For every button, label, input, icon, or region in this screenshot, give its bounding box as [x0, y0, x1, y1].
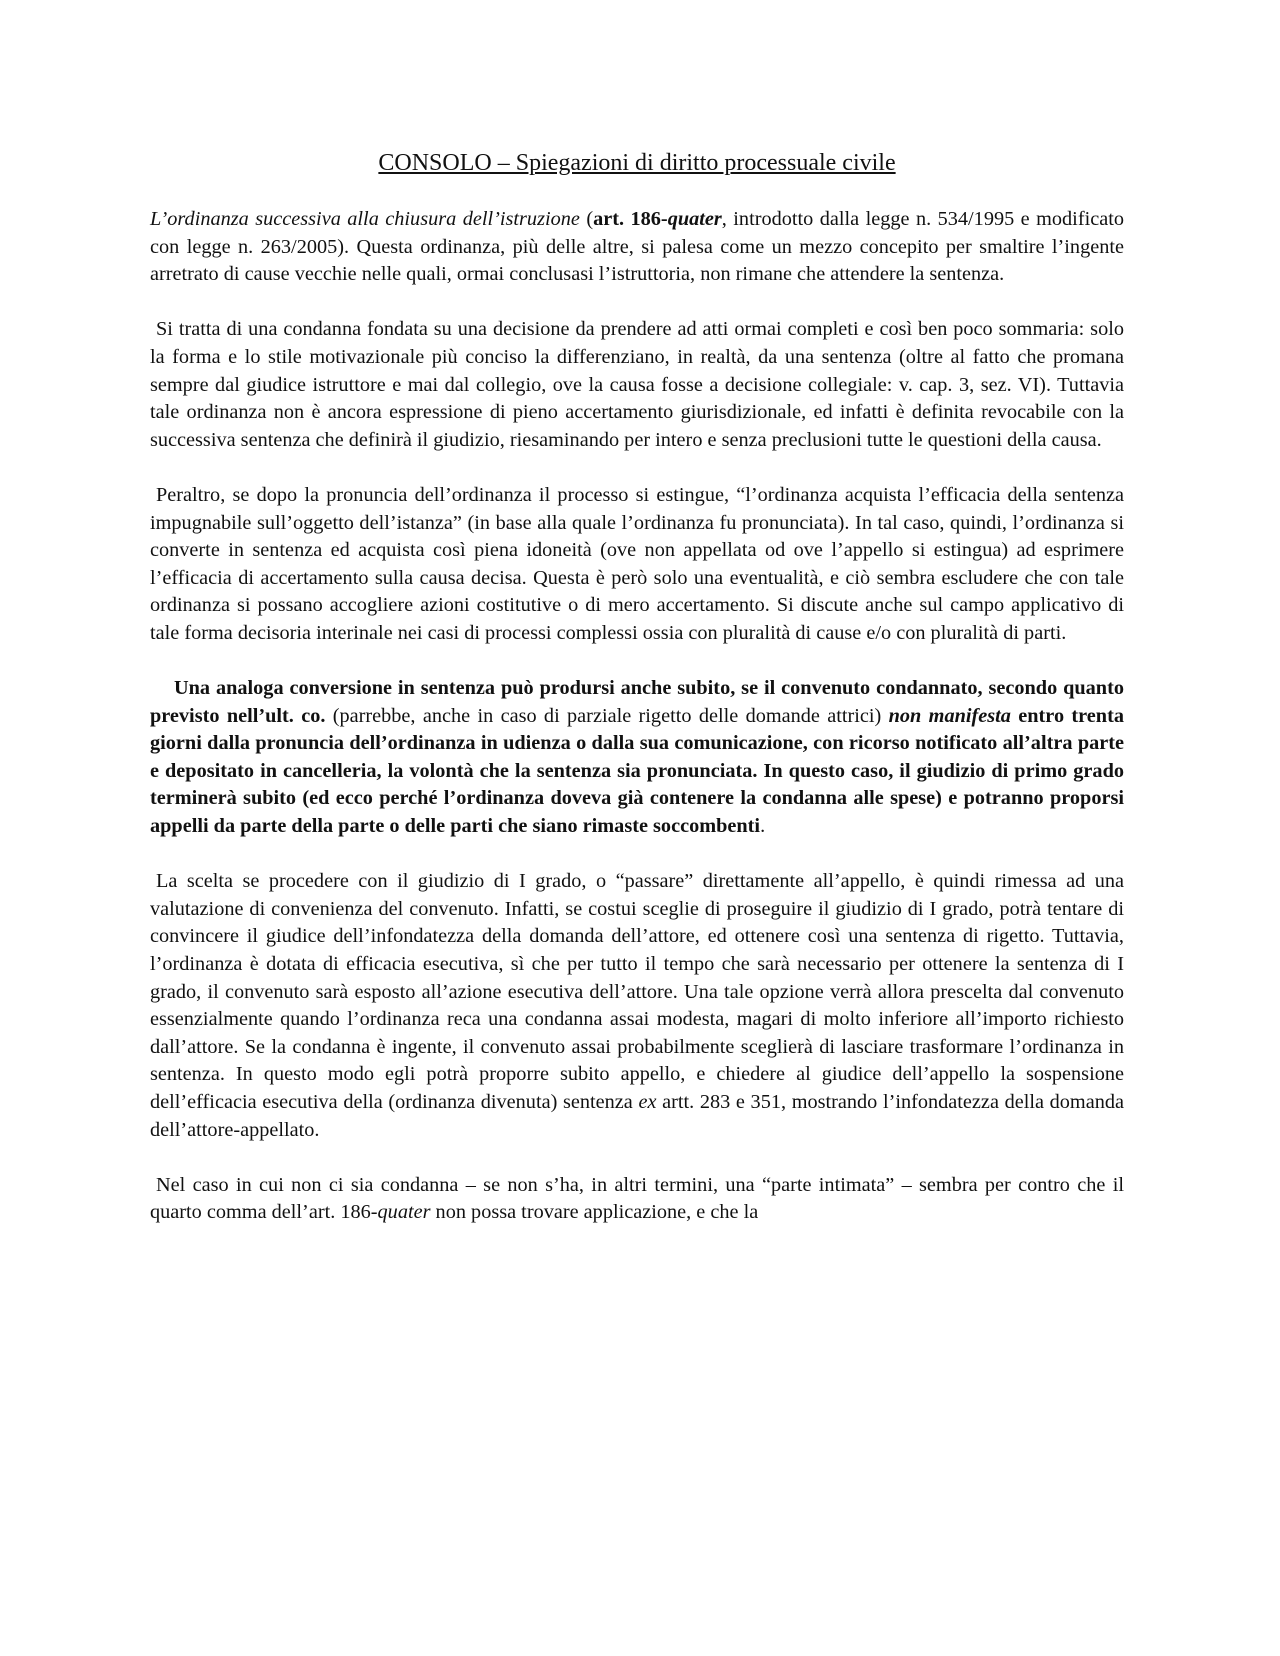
p5-text-a: La scelta se procedere con il giudizio di I grado, o “passare” direttamente all’appello, è quindi rimessa ad una valutazione di convenienza del convenuto. Infatti, se costui sceglie di proseguire il giudizio di I grado, potrà tentare di convincere il giudice dell’infondatezza della domanda dell’attore, ed ottenere così una sentenza di rigetto. Tuttavia, l’ordinanza è dotata di efficacia esecutiva, sì che per tutto il tempo che sarà necessario per ottenere la sentenza di I grado, il convenuto sarà esposto all’azione esecutiva dell’attore. Una tale opzione verrà allora prescelta dal convenuto essenzialmente quando l’ordinanza reca una condanna assai modesta, magari di molto inferiore all’importo richiesto dall’attore. Se la condanna è ingente, il convenuto assai probabilmente sceglierà di lasciare trasformare l’ordinanza in sentenza. In questo modo egli potrà proporre subito appello, e chiedere al giudice dell’appello la sospensione dell’efficacia esecutiva della (ordinanza divenuta) sentenza: [150, 870, 1124, 1113]
p6-text-a: Nel caso in cui non ci sia condanna – se non s’ha, in altri termini, una “parte intimata” – sembra per contro che il quarto comma dell’art. 186-: [150, 1173, 1124, 1224]
p1-italic-phrase: L’ordinanza successiva alla chiusura dell’istruzione: [150, 208, 580, 230]
p4-bold-a: Una analoga conversione in sentenza può prodursi anche subito, se il convenuto condannato, secondo quanto previsto nell’ult. co.: [150, 677, 1124, 727]
paragraph-6: [150, 1172, 1124, 1227]
p5-text-b: artt. 283 e 351, mostrando l’infondatezza della domanda dell’attore-appellato.: [150, 1091, 1124, 1141]
paragraph-5: [150, 868, 1124, 1144]
p4-text-a: (parrebbe, anche in caso di parziale rigetto delle domande attrici): [325, 704, 889, 727]
paragraph-4: [150, 675, 1124, 841]
p6-italic: quater: [377, 1201, 431, 1224]
p1-article-suffix: quater: [667, 208, 722, 230]
p4-bold-b: entro trenta giorni dalla pronuncia dell’ordinanza in udienza o dalla sua comunicazione, con ricorso notificato all’altra parte e depositato in cancelleria, la volontà che la sentenza sia pronunciata. In questo caso, il giudizio di primo grado terminerà subito (ed ecco perché l’ordinanza doveva già contenere la condanna alle spese) e potranno proporsi appelli da parte della parte o delle parti che siano rimaste soccombenti: [150, 704, 1124, 838]
p1-text-a: (: [579, 208, 594, 230]
document-page: [150, 146, 1124, 1255]
document-title: CONSOLO – Spiegazioni di diritto processuale civile: [378, 150, 896, 176]
p6-text-b: non possa trovare applicazione, e che la: [430, 1201, 759, 1224]
paragraph-2: Si tratta di una condanna fondata su una decisione da prendere ad atti ormai completi e così ben poco sommaria: solo la forma e lo stile motivazionale più conciso la differenziano, in realtà, da una sentenza (oltre al fatto che promana sempre dal giudice istruttore e mai dal collegio, ove la causa fosse a decisione collegiale: v. cap. 3, sez. VI). Tuttavia tale ordinanza non è ancora espressione di pieno accertamento giurisdizionale, ed infatti è definita revocabile con la successiva sentenza che definirà il giudizio, riesaminando per intero e senza preclusioni tutte le questioni della causa.: [150, 318, 1124, 451]
p4-text-b: .: [760, 815, 766, 838]
p4-bolditalic: non manifesta: [888, 704, 1011, 727]
paragraph-1: [150, 206, 1124, 289]
p1-text-b: , introdotto dalla legge n. 534/1995 e modificato con legge n. 263/2005). Questa ordinanza, più delle altre, si palesa come un mezzo concepito per smaltire l’ingente arretrato di cause vecchie nelle quali, ormai conclusasi l’istruttoria, non rimane che attendere la sentenza.: [150, 208, 1124, 286]
paragraph-3: Peraltro, se dopo la pronuncia dell’ordinanza il processo si estingue, “l’ordinanza acquista l’efficacia della sentenza impugnabile sull’oggetto dell’istanza” (in base alla quale l’ordinanza fu pronunciata). In tal caso, quindi, l’ordinanza si converte in sentenza ed acquista così piena idoneità (ove non appellata od ove l’appello si estingua) ad esprimere l’efficacia di accertamento sulla causa decisa. Questa è però solo una eventualità, e ciò sembra escludere che con tale ordinanza si possano accogliere azioni costitutive o di mero accertamento. Si discute anche sul campo applicativo di tale forma decisoria interinale nei casi di processi complessi ossia con pluralità di cause e/o con pluralità di parti.: [150, 483, 1124, 644]
p5-italic: ex: [638, 1091, 657, 1113]
p1-article-ref: art. 186-: [593, 208, 668, 230]
